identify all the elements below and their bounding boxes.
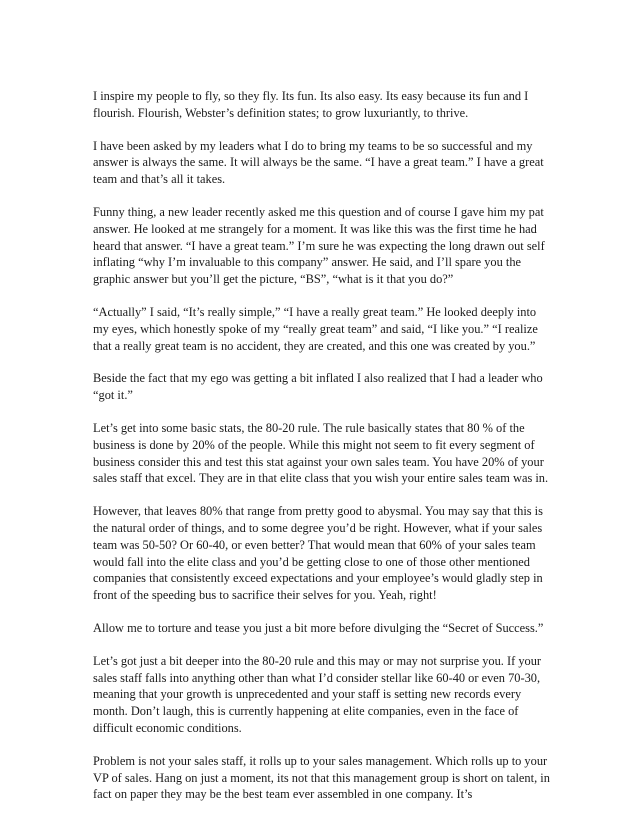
paragraph: However, that leaves 80% that range from pretty good to abysmal. You may say that this is the natural order of things, and to some degree you’d be right. However, what if your sales team was 50-50? Or 60-40, or even better? That would mean that 60% of your sales team would fall into the elite class and you’d be getting close to one of those other mentioned companies that consistently exceed expectations and your employee’s would gladly step in front of the speeding bus to sacrifice their selves for you. Yeah, right! [93, 504, 543, 603]
paragraph: “Actually” I said, “It’s really simple,” “I have a really great team.” He looked deeply into my eyes, which honestly spoke of my “really great team” and said, “I like you.” “I realize that a really great team is no accident, they are created, and this one was created by you.” [93, 304, 538, 353]
paragraph: I inspire my people to fly, so they fly. Its fun. Its also easy. Its easy because its fun and I flourish. Flourish, Webster’s definition states; to grow luxuriantly, to thrive. [93, 89, 529, 120]
paragraph: Beside the fact that my ego was getting a bit inflated I also realized that I had a leader who “got it.” [93, 371, 543, 403]
paragraph: Allow me to torture and tease you just a bit more before divulging the “Secret of Success.” [93, 620, 544, 635]
paragraph: Let’s get into some basic stats, the 80-20 rule. The rule basically states that 80 % of the business is done by 20% of the people. While this might not seem to fit every segment of business consider this and test this stat against your own sales team. You have 20% of your sales staff that excel. They are in that elite class that you wish your entire sales team was in. [93, 420, 549, 486]
paragraph: Let’s got just a bit deeper into the 80-20 rule and this may or may not surprise you. If your sales staff falls into anything other than what I’d consider stellar like 60-40 or even 70-30, meaning that your growth is unprecedented and your staff is setting new records every month. Don’t laugh, this is currently happening at elite companies, even in the face of difficult economic conditions. [93, 653, 542, 735]
document-body [93, 88, 551, 819]
paragraph: I have been asked by my leaders what I do to bring my teams to be so successful and my answer is always the same. It will always be the same. “I have a great team.” I have a great team and that’s all it takes. [93, 138, 544, 187]
paragraph: Funny thing, a new leader recently asked me this question and of course I gave him my pat answer. He looked at me strangely for a moment. It was like this was the first time he had heard that answer. “I have a great team.” I’m sure he was expecting the long drawn out self inflating “why I’m invaluable to this company” answer. He said, and I’ll spare you the graphic answer but you’ll get the picture, “BS”, “what is it that you do?” [93, 204, 545, 287]
paragraph: Problem is not your sales staff, it rolls up to your sales management. Which rolls up to your VP of sales. Hang on just a moment, its not that this management group is short on talent, in fact on paper they may be the best team ever assembled in one company. It’s [93, 753, 550, 802]
